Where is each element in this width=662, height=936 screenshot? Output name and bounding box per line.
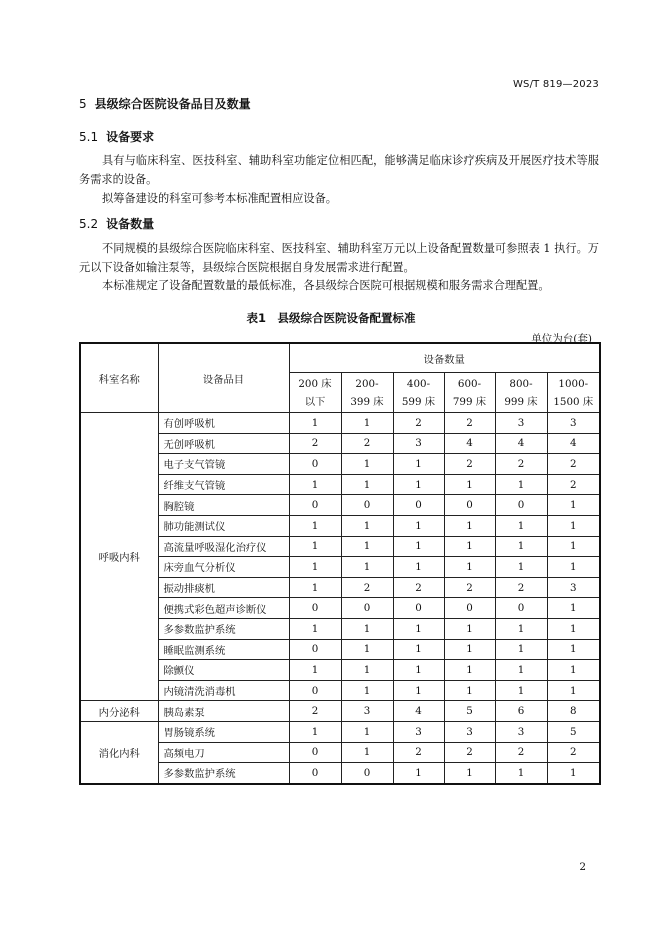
- table-row: [80, 454, 600, 475]
- table-unit: 单位为台(套): [531, 333, 592, 345]
- quantity-cell: 1: [495, 618, 547, 639]
- table-row: [80, 577, 600, 598]
- equipment-name-cell: 肺功能测试仪: [158, 515, 289, 536]
- quantity-cell: 1: [495, 515, 547, 536]
- quantity-cell: 2: [444, 454, 495, 475]
- quantity-cell: 2: [289, 433, 341, 454]
- quantity-cell: 0: [289, 639, 341, 660]
- quantity-cell: 1: [547, 598, 600, 619]
- header-bed-size-line-2: 599 床: [401, 395, 436, 408]
- quantity-cell: 1: [495, 763, 547, 784]
- table-row: [80, 557, 600, 578]
- quantity-cell: 0: [289, 680, 341, 701]
- quantity-cell: 8: [547, 701, 600, 722]
- quantity-cell: 4: [547, 433, 600, 454]
- quantity-cell: 4: [495, 433, 547, 454]
- quantity-cell: 1: [444, 536, 495, 557]
- quantity-cell: 1: [444, 763, 495, 784]
- header-bed-size-line-1: 600-: [457, 377, 482, 390]
- quantity-cell: 1: [289, 557, 341, 578]
- header-bed-size-line-2: 799 床: [452, 395, 487, 408]
- quantity-cell: 0: [289, 495, 341, 516]
- quantity-cell: 1: [495, 536, 547, 557]
- quantity-cell: 0: [444, 495, 495, 516]
- header-item: 设备品目: [158, 343, 289, 413]
- quantity-cell: 0: [393, 598, 444, 619]
- quantity-cell: 3: [393, 721, 444, 742]
- quantity-cell: 1: [289, 721, 341, 742]
- quantity-cell: 1: [495, 639, 547, 660]
- department-cell: 呼吸内科: [80, 413, 158, 701]
- table-row: [80, 742, 600, 763]
- quantity-cell: 1: [393, 536, 444, 557]
- quantity-cell: 1: [341, 557, 393, 578]
- quantity-cell: 2: [444, 742, 495, 763]
- header-bed-size-line-1: 800-: [509, 377, 533, 390]
- quantity-cell: 2: [393, 742, 444, 763]
- quantity-cell: 1: [393, 639, 444, 660]
- quantity-cell: 1: [341, 536, 393, 557]
- equipment-name-cell: 电子支气管镜: [158, 454, 289, 475]
- quantity-cell: 2: [341, 577, 393, 598]
- quantity-cell: 1: [341, 413, 393, 434]
- quantity-cell: 4: [444, 433, 495, 454]
- quantity-cell: 1: [547, 536, 600, 557]
- quantity-cell: 1: [547, 639, 600, 660]
- quantity-cell: 2: [444, 577, 495, 598]
- quantity-cell: 1: [547, 680, 600, 701]
- section-5-2-paragraph-2: 本标准规定了设备配置数量的最低标准，各县级综合医院可根据规模和服务需求合理配置。: [102, 279, 550, 292]
- quantity-cell: 1: [289, 536, 341, 557]
- quantity-cell: 1: [393, 763, 444, 784]
- quantity-cell: 1: [393, 618, 444, 639]
- quantity-cell: 2: [289, 701, 341, 722]
- quantity-cell: 3: [341, 701, 393, 722]
- quantity-cell: 0: [393, 495, 444, 516]
- quantity-cell: 3: [495, 721, 547, 742]
- quantity-cell: 1: [393, 680, 444, 701]
- section-5-1-paragraph-2: 拟筹备建设的科室可参考本标准配置相应设备。: [102, 192, 337, 205]
- equipment-name-cell: 振动排痰机: [158, 577, 289, 598]
- header-dept: 科室名称: [80, 343, 158, 413]
- equipment-name-cell: 床旁血气分析仪: [158, 557, 289, 578]
- equipment-name-cell: 无创呼吸机: [158, 433, 289, 454]
- header-quantity: 设备数量: [289, 343, 600, 373]
- quantity-cell: 1: [341, 515, 393, 536]
- quantity-cell: 1: [495, 680, 547, 701]
- equipment-name-cell: 有创呼吸机: [158, 413, 289, 434]
- table-row: [80, 639, 600, 660]
- quantity-cell: 5: [444, 701, 495, 722]
- quantity-cell: 1: [444, 474, 495, 495]
- quantity-cell: 4: [393, 701, 444, 722]
- table-row: [80, 413, 600, 434]
- header-bed-size: [289, 373, 341, 413]
- header-bed-size-line-2: 1500 床: [553, 395, 594, 408]
- equipment-name-cell: 内镜清洗消毒机: [158, 680, 289, 701]
- table-title: 表1 县级综合医院设备配置标准: [246, 311, 416, 325]
- quantity-cell: 0: [289, 454, 341, 475]
- quantity-cell: 1: [393, 515, 444, 536]
- section-5-2-paragraph-1: 不同规模的县级综合医院临床科室、医技科室、辅助科室万元以上设备配置数量可参照表 1 执行。万元以下设备如输注泵等，县级综合医院根据自身发展需求进行配置。: [79, 242, 599, 274]
- section-5-1-number: 5.1: [79, 130, 99, 144]
- quantity-cell: 1: [289, 660, 341, 681]
- table-row: [80, 660, 600, 681]
- quantity-cell: 2: [495, 742, 547, 763]
- quantity-cell: 0: [495, 598, 547, 619]
- quantity-cell: 1: [341, 454, 393, 475]
- equipment-name-cell: 高频电刀: [158, 742, 289, 763]
- section-5-2-heading: [79, 215, 154, 232]
- equipment-name-cell: 多参数监护系统: [158, 618, 289, 639]
- section-5-title: 县级综合医院设备品目及数量: [94, 97, 251, 111]
- quantity-cell: 2: [341, 433, 393, 454]
- header-bed-size: [547, 373, 600, 413]
- quantity-cell: 1: [444, 618, 495, 639]
- quantity-cell: 1: [444, 680, 495, 701]
- quantity-cell: 1: [341, 721, 393, 742]
- quantity-cell: 2: [495, 454, 547, 475]
- quantity-cell: 1: [495, 660, 547, 681]
- quantity-cell: 3: [547, 413, 600, 434]
- quantity-cell: 1: [341, 474, 393, 495]
- quantity-cell: 3: [547, 577, 600, 598]
- header-bed-size: [341, 373, 393, 413]
- quantity-cell: 1: [444, 639, 495, 660]
- quantity-cell: 3: [495, 413, 547, 434]
- equipment-name-cell: 多参数监护系统: [158, 763, 289, 784]
- quantity-cell: 1: [547, 763, 600, 784]
- quantity-cell: 2: [393, 413, 444, 434]
- equipment-name-cell: 睡眠监测系统: [158, 639, 289, 660]
- quantity-cell: 0: [444, 598, 495, 619]
- quantity-cell: 1: [444, 515, 495, 536]
- quantity-cell: 2: [547, 474, 600, 495]
- equipment-name-cell: 胰岛素泵: [158, 701, 289, 722]
- quantity-cell: 0: [495, 495, 547, 516]
- quantity-cell: 0: [289, 598, 341, 619]
- quantity-cell: 1: [341, 680, 393, 701]
- section-5-number: 5: [79, 97, 87, 111]
- quantity-cell: 1: [495, 557, 547, 578]
- table-row: [80, 433, 600, 454]
- equipment-name-cell: 除颤仪: [158, 660, 289, 681]
- quantity-cell: 3: [393, 433, 444, 454]
- quantity-cell: 1: [341, 660, 393, 681]
- quantity-cell: 1: [547, 495, 600, 516]
- header-bed-size: [393, 373, 444, 413]
- equipment-name-cell: 胸腔镜: [158, 495, 289, 516]
- table-row: [80, 680, 600, 701]
- equipment-name-cell: 胃肠镜系统: [158, 721, 289, 742]
- quantity-cell: 1: [341, 742, 393, 763]
- header-bed-size-line-1: 1000-: [558, 377, 589, 390]
- section-5-1-heading: [79, 128, 154, 145]
- quantity-cell: 1: [289, 618, 341, 639]
- quantity-cell: 1: [547, 618, 600, 639]
- quantity-cell: 1: [444, 557, 495, 578]
- equipment-name-cell: 纤维支气管镜: [158, 474, 289, 495]
- quantity-cell: 1: [547, 557, 600, 578]
- section-5-1-paragraph-1: 具有与临床科室、医技科室、辅助科室功能定位相匹配，能够满足临床诊疗疾病及开展医疗技术等服务需求的设备。: [79, 154, 599, 186]
- quantity-cell: 0: [289, 742, 341, 763]
- quantity-cell: 1: [547, 660, 600, 681]
- quantity-cell: 0: [341, 495, 393, 516]
- quantity-cell: 2: [393, 577, 444, 598]
- table-row: [80, 721, 600, 742]
- quantity-cell: 0: [341, 763, 393, 784]
- quantity-cell: 1: [393, 557, 444, 578]
- header-bed-size: [495, 373, 547, 413]
- quantity-cell: 2: [495, 577, 547, 598]
- table-row: [80, 495, 600, 516]
- header-bed-size-line-1: 400-: [406, 377, 431, 390]
- equipment-name-cell: 高流量呼吸湿化治疗仪: [158, 536, 289, 557]
- header-bed-size-line-2: 以下: [304, 395, 326, 408]
- quantity-cell: 2: [547, 454, 600, 475]
- standard-code: WS/T 819—2023: [512, 79, 599, 90]
- table-row: [80, 474, 600, 495]
- section-5-1-title: 设备要求: [106, 130, 155, 144]
- table-row: [80, 618, 600, 639]
- quantity-cell: 1: [289, 474, 341, 495]
- department-cell: 内分泌科: [80, 701, 158, 722]
- quantity-cell: 1: [547, 515, 600, 536]
- header-bed-size: [444, 373, 495, 413]
- quantity-cell: 1: [289, 577, 341, 598]
- table-row: [80, 701, 600, 722]
- quantity-cell: 1: [444, 660, 495, 681]
- quantity-cell: 1: [393, 474, 444, 495]
- quantity-cell: 2: [547, 742, 600, 763]
- equipment-name-cell: 便携式彩色超声诊断仪: [158, 598, 289, 619]
- header-bed-size-line-1: 200 床: [298, 377, 332, 390]
- quantity-cell: 1: [495, 474, 547, 495]
- quantity-cell: 0: [341, 598, 393, 619]
- section-5-2-number: 5.2: [79, 217, 99, 231]
- section-5-2-title: 设备数量: [106, 217, 155, 231]
- section-5-heading: [79, 95, 251, 112]
- quantity-cell: 6: [495, 701, 547, 722]
- quantity-cell: 1: [289, 413, 341, 434]
- header-bed-size-line-2: 399 床: [350, 395, 384, 408]
- quantity-cell: 1: [341, 618, 393, 639]
- quantity-cell: 2: [444, 413, 495, 434]
- quantity-cell: 1: [341, 639, 393, 660]
- quantity-cell: 0: [289, 763, 341, 784]
- quantity-cell: 5: [547, 721, 600, 742]
- table-row: [80, 763, 600, 784]
- header-bed-size-line-1: 200-: [355, 377, 379, 390]
- quantity-cell: 1: [393, 454, 444, 475]
- quantity-cell: 3: [444, 721, 495, 742]
- department-cell: 消化内科: [80, 721, 158, 783]
- table-row: [80, 536, 600, 557]
- quantity-cell: 1: [393, 660, 444, 681]
- equipment-table: [79, 342, 601, 785]
- page-number: 2: [579, 861, 586, 873]
- quantity-cell: 1: [289, 515, 341, 536]
- table-row: [80, 598, 600, 619]
- header-bed-size-line-2: 999 床: [504, 395, 538, 408]
- table-row: [80, 515, 600, 536]
